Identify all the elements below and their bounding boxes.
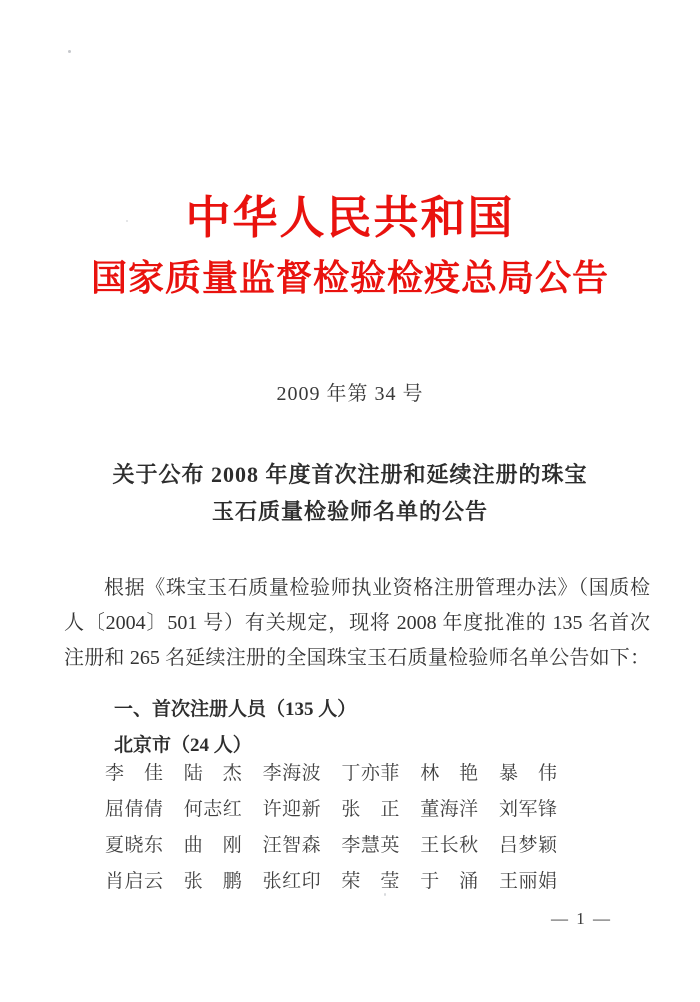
document-number: 2009 年第 34 号 — [276, 383, 424, 405]
person-name: 张正 — [341, 799, 400, 820]
person-name: 肖启云 — [105, 871, 163, 892]
subject-line-1: 关于公布 2008 年度首次注册和延续注册的珠宝 — [112, 462, 588, 487]
person-name: 董海洋 — [420, 799, 479, 820]
name-row — [105, 871, 557, 907]
person-name: 丁亦菲 — [341, 763, 400, 784]
person-name: 李海波 — [262, 763, 321, 784]
subject-line-2: 玉石质量检验师名单的公告 — [211, 499, 488, 524]
person-name: 吕梦颖 — [498, 835, 557, 856]
person-name: 何志红 — [183, 799, 242, 820]
paragraph-line-1: 根据《珠宝玉石质量检验师执业资格注册管理办法》（国质检 — [104, 577, 650, 599]
person-name: 林艳 — [420, 763, 479, 784]
person-name: 汪智森 — [262, 835, 321, 856]
person-name: 暴伟 — [498, 763, 557, 784]
person-name: 许迎新 — [262, 799, 321, 820]
region-beijing-title: 北京市（24 人） — [114, 735, 252, 756]
person-name: 夏晓东 — [105, 835, 163, 856]
person-name: 王丽娟 — [498, 871, 557, 892]
person-name: 李慧英 — [341, 835, 400, 856]
section-first-registration-title: 一、首次注册人员（135 人） — [114, 699, 357, 720]
scan-speck — [68, 50, 71, 53]
person-name: 于涌 — [420, 871, 479, 892]
title-country: 中华人民共和国 — [185, 193, 515, 243]
person-name: 张鹏 — [183, 871, 242, 892]
person-name: 曲刚 — [183, 835, 242, 856]
paragraph-line-3: 注册和 265 名延续注册的全国珠宝玉石质量检验师名单公告如下： — [64, 647, 650, 669]
paragraph-line-2: 人〔2004〕501 号）有关规定，现将 2008 年度批准的 135 名首次 — [64, 612, 650, 634]
person-name: 李佳 — [105, 763, 163, 784]
announcement-subject — [0, 456, 700, 530]
page-number: — 1 — — [551, 909, 612, 928]
title-agency-announcement: 国家质量监督检验检疫总局公告 — [90, 258, 609, 298]
name-row — [105, 763, 557, 799]
person-name: 荣莹 — [341, 871, 400, 892]
name-row — [105, 835, 557, 871]
person-name: 刘军锋 — [498, 799, 557, 820]
person-name: 张红印 — [262, 871, 321, 892]
person-name: 屈倩倩 — [105, 799, 163, 820]
person-name: 王长秋 — [420, 835, 479, 856]
body-paragraph — [64, 571, 650, 676]
person-name: 陆杰 — [183, 763, 242, 784]
name-list — [105, 763, 557, 907]
name-row — [105, 799, 557, 835]
